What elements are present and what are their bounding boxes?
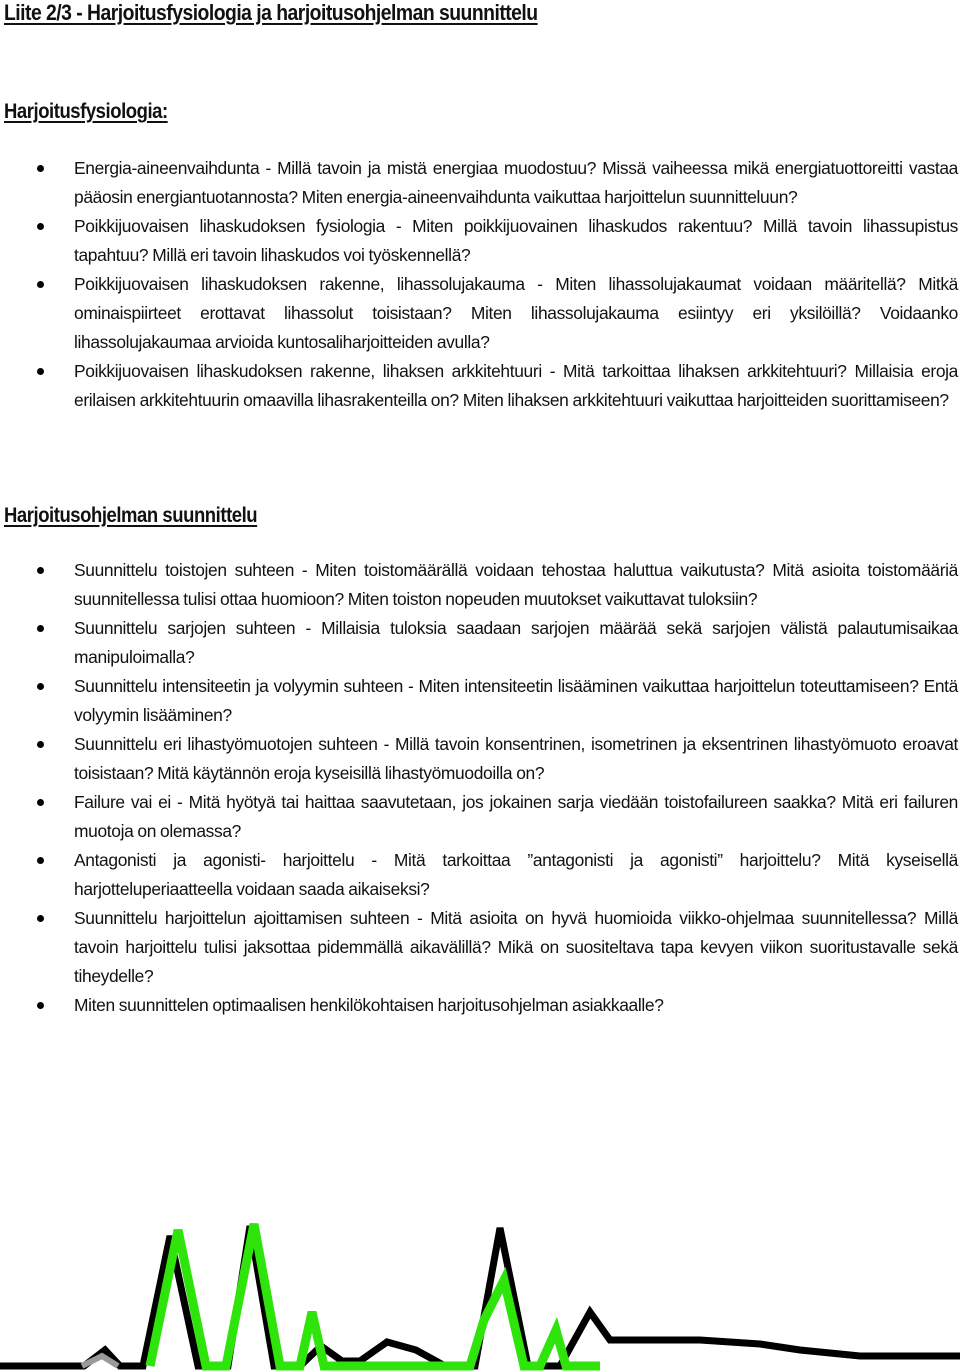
list-item: Suunnittelu intensiteetin ja volyymin suhteen - Miten intensiteetin lisääminen vaikuttaa harjoittelun toteuttamiseen? Entä volyymin lisääminen? [0, 672, 958, 730]
document-title: Liite 2/3 - Harjoitusfysiologia ja harjoitusohjelman suunnittelu [4, 0, 538, 25]
list-item: Suunnittelu toistojen suhteen - Miten toistomäärällä voidaan tehostaa haluttua vaikutusta? Mitä asioita toistomääriä suunnitellessa tulisi ottaa huomioon? Miten toiston nopeuden muutokset vaikuttavat tuloksiin? [0, 556, 958, 614]
section-heading-physiology: Harjoitusfysiologia: [4, 100, 168, 123]
physiology-topic-list [0, 154, 960, 415]
list-item: Suunnittelu sarjojen suhteen - Millaisia tuloksia saadaan sarjojen määrää sekä sarjojen välistä palautumisaikaa manipuloimalla? [0, 614, 958, 672]
list-item: Poikkijuovaisen lihaskudoksen rakenne, lihassolujakauma - Miten lihassolujakaumat voidaan määritellä? Mitkä ominaispiirteet erottavat lihassolut toisistaan? Miten lihassolujakauma esiintyy eri yksilöillä? Voidaanko lihassolujakaumaa arvioida kuntosaliharjoitteiden avulla? [0, 270, 958, 357]
list-item: Poikkijuovaisen lihaskudoksen fysiologia - Miten poikkijuovainen lihaskudos rakentuu? Millä tavoin lihassupistus tapahtuu? Millä eri tavoin lihaskudos voi työskennellä? [0, 212, 958, 270]
pulse-waveform-logo-icon [0, 1180, 960, 1371]
list-item: Suunnittelu eri lihastyömuotojen suhteen - Millä tavoin konsentrinen, isometrinen ja eksentrinen lihastyömuoto eroavat toisistaan? Mitä käytännön eroja kyseisillä lihastyömuodoilla on? [0, 730, 958, 788]
list-item: Suunnittelu harjoittelun ajoittamisen suhteen - Mitä asioita on hyvä huomioida viikko-ohjelmaa suunnitellessa? Millä tavoin harjoittelu tulisi jaksottaa pidemmällä aikavälillä? Mikä on suositeltava tapa kevyen viikon suoritustavalle sekä tiheydelle? [0, 904, 958, 991]
list-item: Antagonisti ja agonisti- harjoittelu - Mitä tarkoittaa ”antagonisti ja agonisti” harjoittelu? Mitä kyseisellä harjotteluperiaatteella voidaan saada aikaiseksi? [0, 846, 958, 904]
pulse-waveform-green-line [150, 1224, 600, 1366]
list-item: Energia-aineenvaihdunta - Millä tavoin ja mistä energiaa muodostuu? Missä vaiheessa mikä energiatuottoreitti vastaa pääosin energiantuotannosta? Miten energia-aineenvaihdunta vaikuttaa harjoittelun suunnitteluun? [0, 154, 958, 212]
list-item: Miten suunnittelen optimaalisen henkilökohtaisen harjoitusohjelman asiakkaalle? [0, 991, 958, 1020]
list-item: Failure vai ei - Mitä hyötyä tai haittaa saavutetaan, jos jokainen sarja viedään toistofailureen saakka? Mitä eri failuren muotoja on olemassa? [0, 788, 958, 846]
list-item: Poikkijuovaisen lihaskudoksen rakenne, lihaksen arkkitehtuuri - Mitä tarkoittaa lihaksen arkkitehtuuri? Millaisia eroja erilaisen arkkitehtuurin omaavilla lihasrakenteilla on? Miten lihaksen arkkitehtuuri vaikuttaa harjoitteiden suorittamiseen? [0, 357, 958, 415]
section-heading-program-design: Harjoitusohjelman suunnittelu [4, 504, 258, 527]
program-design-topic-list [0, 556, 960, 1020]
